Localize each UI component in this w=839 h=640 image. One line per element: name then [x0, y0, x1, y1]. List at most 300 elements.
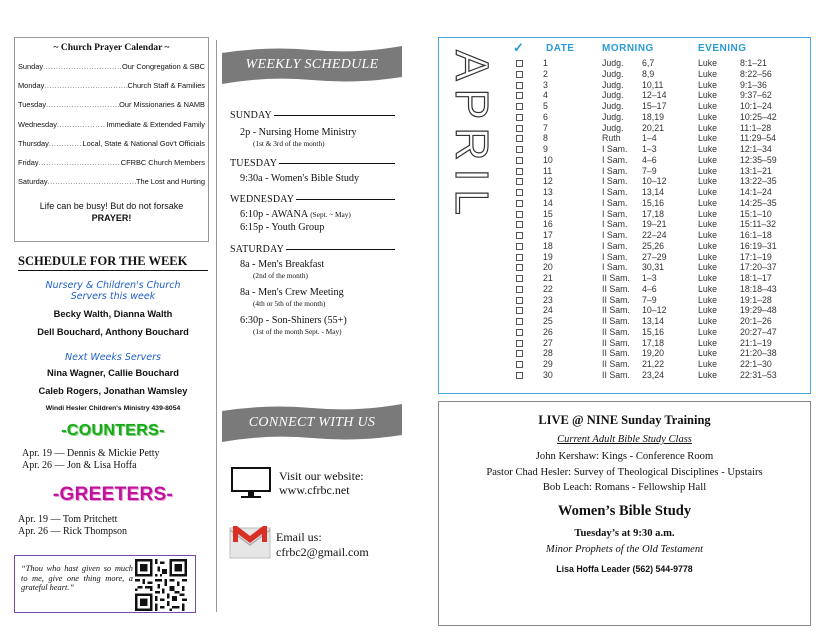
event-note: (1st & 3rd of the month) [253, 139, 325, 148]
reading-eb: Luke [698, 122, 718, 133]
reading-plan-row [439, 348, 810, 359]
nursery-label-line2: Servers this week [70, 291, 156, 302]
reading-checkbox[interactable] [516, 157, 523, 164]
reading-eb: Luke [698, 273, 718, 283]
reading-eb: Luke [698, 208, 718, 219]
reading-plan-month: APRIL [446, 50, 498, 223]
reading-ec: 20:27–47 [740, 326, 777, 337]
reading-ec: 16:19–31 [740, 240, 777, 251]
prayer-calendar-row [18, 81, 205, 100]
reading-ec: 14:25–35 [740, 197, 777, 208]
reading-ec: 15:1–10 [740, 208, 772, 219]
reading-eb: Luke [698, 101, 718, 111]
email-label: Email us: [276, 530, 322, 544]
dot-leader [48, 177, 136, 186]
reading-plan-row [439, 327, 810, 338]
day-heading-wednesday: WEDNESDAY [230, 194, 395, 205]
next-week-servers-line2: Caleb Rogers, Jonathan Wamsley [38, 386, 188, 396]
reading-date: 17 [543, 230, 553, 240]
reading-eb: Luke [698, 262, 718, 273]
reading-date: 21 [543, 273, 553, 283]
reading-date: 29 [543, 359, 553, 369]
prayer-calendar-rows [18, 62, 205, 196]
day-heading-tuesday: TUESDAY [230, 158, 395, 169]
reading-mc: 12–14 [642, 90, 667, 101]
reading-ec: 12:35–59 [740, 154, 777, 165]
reading-eb: Luke [698, 337, 718, 348]
quote-text: “Thou who hast given so much to me, give one thing more, a grateful heart.” [21, 564, 133, 592]
reading-mb: I Sam. [602, 165, 628, 176]
event-item: 9:30a - Women's Bible Study [240, 173, 360, 184]
reading-ec: 8:1–21 [740, 58, 767, 68]
prayer-focus: Our Missionaries & NAMB [119, 100, 205, 110]
prayer-calendar-title: ~ Church Prayer Calendar ~ [53, 43, 170, 53]
reading-plan-row [439, 123, 810, 134]
reading-mc: 27–29 [642, 251, 667, 262]
reading-plan-row [439, 252, 810, 263]
prayer-day: Wednesday [18, 119, 57, 129]
reading-mb: Judg. [602, 58, 624, 68]
prayer-reminder [18, 200, 205, 224]
reading-ec: 9:1–36 [740, 79, 767, 90]
reading-plan-row [439, 316, 810, 327]
monitor-icon [230, 466, 272, 500]
reading-mb: I Sam. [602, 219, 628, 230]
reading-ec: 8:22–56 [740, 68, 772, 79]
reading-mb: II Sam. [602, 273, 630, 283]
reading-ec: 17:20–37 [740, 262, 777, 273]
reading-mc: 10–12 [642, 305, 667, 316]
reading-ec: 9:37–62 [740, 90, 772, 101]
reading-mc: 1–4 [642, 133, 657, 144]
reading-mb: Judg. [602, 101, 624, 111]
reading-plan-row [439, 69, 810, 80]
reading-mc: 13,14 [642, 316, 665, 326]
reading-plan-row [439, 219, 810, 230]
reading-eb: Luke [698, 133, 718, 144]
reading-checkbox[interactable] [516, 286, 523, 293]
reading-mb: I Sam. [602, 262, 628, 273]
reading-ec: 12:1–34 [740, 144, 772, 154]
reading-ec: 20:1–26 [740, 316, 772, 326]
reading-mc: 20,21 [642, 122, 665, 133]
website-label: Visit our website: [279, 469, 364, 483]
reading-eb: Luke [698, 230, 718, 240]
reading-mb: I Sam. [602, 176, 628, 187]
reading-mb: Judg. [602, 68, 624, 79]
reading-eb: Luke [698, 79, 718, 90]
reading-mb: Judg. [602, 122, 624, 133]
next-week-label: Next Weeks Servers [65, 352, 161, 363]
reading-date: 26 [543, 326, 553, 337]
quote-box [14, 555, 196, 613]
class-item: Bob Leach: Romans - Fellowship Hall [542, 482, 707, 493]
reading-plan-row [439, 284, 810, 295]
reading-checkbox[interactable] [516, 125, 523, 132]
reading-eb: Luke [698, 144, 718, 154]
reading-eb: Luke [698, 187, 718, 197]
reading-date: 20 [543, 262, 553, 273]
reading-date: 9 [543, 144, 548, 154]
reading-ec: 21:20–38 [740, 348, 777, 359]
childrens-ministry-contact: Windi Hesler Children's Ministry 439-8054 [45, 405, 181, 412]
next-week-servers [18, 364, 208, 400]
reading-date: 22 [543, 283, 553, 294]
reading-plan-row [439, 58, 810, 69]
reading-mc: 1–3 [642, 144, 657, 154]
reading-date: 13 [543, 187, 553, 197]
event-note: (1st of the month Sept. - May) [253, 327, 342, 336]
date-header: DATE [546, 43, 575, 54]
dot-leader [44, 81, 127, 90]
connect-banner [222, 404, 402, 442]
reading-plan-row [439, 155, 810, 166]
reading-ec: 18:18–43 [740, 283, 777, 294]
reading-checkbox[interactable] [516, 135, 523, 142]
reading-eb: Luke [698, 176, 718, 187]
reading-eb: Luke [698, 294, 718, 305]
reading-plan-row [439, 262, 810, 273]
website-link[interactable]: www.cfrbc.net [279, 483, 350, 497]
reading-checkbox[interactable] [516, 254, 523, 261]
dot-leader [39, 158, 121, 167]
prayer-day: Thursday [18, 138, 49, 148]
reading-plan-row [439, 305, 810, 316]
reading-mb: II Sam. [602, 283, 630, 294]
reading-date: 30 [543, 369, 553, 380]
reading-checkbox[interactable] [516, 60, 523, 67]
column-divider [216, 40, 217, 612]
reading-checkbox[interactable] [516, 221, 523, 228]
prayer-day: Sunday [18, 62, 44, 71]
prayer-focus: Immediate & Extended Family [106, 119, 205, 129]
reading-mb: I Sam. [602, 240, 628, 251]
checkmark-icon: ✓ [513, 40, 524, 55]
reading-mc: 17,18 [642, 337, 665, 348]
reading-eb: Luke [698, 283, 718, 294]
reading-plan-box [438, 37, 811, 394]
event-note: (2nd of the month) [253, 271, 308, 280]
reading-date: 18 [543, 240, 553, 251]
live-at-nine-box [438, 401, 811, 626]
prayer-reminder-line1: Life can be busy! But do not forsake [39, 201, 184, 212]
weekly-schedule-title: WEEKLY SCHEDULE [245, 57, 379, 72]
reading-plan-row [439, 133, 810, 144]
nursery-label-line1: Nursery & Children's Church [45, 280, 181, 291]
reading-checkbox[interactable] [516, 372, 523, 379]
reading-date: 5 [543, 101, 548, 111]
dot-leader [46, 100, 119, 109]
reading-mc: 1–3 [642, 273, 657, 283]
prayer-day: Monday [18, 81, 45, 91]
counters-title: -COUNTERS- [61, 422, 165, 439]
reading-mc: 8,9 [642, 68, 655, 79]
reading-date: 14 [543, 197, 553, 208]
prayer-focus: Church Staff & Families [127, 81, 205, 91]
reading-plan-row [439, 370, 810, 381]
website-block [279, 469, 364, 497]
reading-eb: Luke [698, 90, 718, 101]
reading-eb: Luke [698, 154, 718, 165]
reading-mb: Judg. [602, 111, 624, 122]
reading-date: 24 [543, 305, 553, 316]
reading-eb: Luke [698, 326, 718, 337]
reading-date: 27 [543, 337, 553, 348]
prayer-reminder-line2: PRAYER! [91, 213, 132, 224]
reading-checkbox[interactable] [516, 361, 523, 368]
reading-mc: 19,20 [642, 348, 665, 359]
reading-checkbox[interactable] [516, 71, 523, 78]
reading-plan-row [439, 90, 810, 101]
reading-mc: 21,22 [642, 359, 665, 369]
reading-eb: Luke [698, 316, 718, 326]
reading-mb: I Sam. [602, 187, 628, 197]
servers-this-week-line2: Dell Bouchard, Anthony Bouchard [37, 327, 189, 337]
reading-mc: 15,16 [642, 326, 665, 337]
reading-ec: 21:1–19 [740, 337, 772, 348]
reading-mb: Judg. [602, 90, 624, 101]
reading-ec: 18:1–17 [740, 273, 772, 283]
reading-eb: Luke [698, 219, 718, 230]
reading-mc: 10–12 [642, 176, 667, 187]
womens-study-time: Tuesday’s at 9:30 a.m. [574, 527, 675, 539]
reading-plan-row [439, 176, 810, 187]
reading-checkbox[interactable] [516, 211, 523, 218]
reading-checkbox[interactable] [516, 275, 523, 282]
reading-mb: I Sam. [602, 251, 628, 262]
dot-leader [43, 62, 122, 71]
reading-checkbox[interactable] [516, 297, 523, 304]
reading-plan-row [439, 80, 810, 91]
reading-checkbox[interactable] [516, 114, 523, 121]
email-link[interactable]: cfrbc2@gmail.com [276, 545, 369, 559]
reading-eb: Luke [698, 165, 718, 176]
live-title: LIVE @ NINE Sunday Training [538, 413, 711, 427]
reading-mc: 13,14 [642, 187, 665, 197]
reading-mc: 6,7 [642, 58, 655, 68]
prayer-day: Tuesday [18, 100, 47, 110]
event-item: 2p - Nursing Home Ministry [240, 127, 357, 138]
womens-study-leader: Lisa Hoffa Leader (562) 544-9778 [556, 563, 693, 574]
prayer-calendar-row [18, 100, 205, 119]
reading-plan-row [439, 295, 810, 306]
reading-date: 8 [543, 133, 548, 144]
prayer-day: Saturday [18, 177, 48, 187]
reading-ec: 13:22–35 [740, 176, 777, 187]
reading-checkbox[interactable] [516, 232, 523, 239]
reading-eb: Luke [698, 111, 718, 122]
dot-leader [49, 139, 83, 148]
reading-mb: II Sam. [602, 359, 630, 369]
reading-mb: Ruth [602, 133, 621, 144]
reading-date: 15 [543, 208, 553, 219]
reading-ec: 22:1–30 [740, 359, 772, 369]
reading-mc: 19–21 [642, 219, 667, 230]
reading-plan-row [439, 230, 810, 241]
event-item: 8a - Men's Crew Meeting [240, 287, 344, 298]
schedule-week-heading: SCHEDULE FOR THE WEEK [18, 254, 208, 271]
reading-plan-row [439, 187, 810, 198]
reading-mb: Judg. [602, 79, 624, 90]
event-item: 6:10p - AWANA (Sept. ~ May) [240, 209, 351, 220]
reading-date: 3 [543, 79, 548, 90]
reading-ec: 19:29–48 [740, 305, 777, 316]
reading-checkbox[interactable] [516, 307, 523, 314]
reading-eb: Luke [698, 240, 718, 251]
reading-ec: 16:1–18 [740, 230, 772, 240]
reading-eb: Luke [698, 305, 718, 316]
reading-checkbox[interactable] [516, 318, 523, 325]
reading-plan-row [439, 338, 810, 349]
reading-eb: Luke [698, 68, 718, 79]
reading-checkbox[interactable] [516, 82, 523, 89]
reading-mc: 7–9 [642, 165, 657, 176]
qr-code-icon [133, 559, 189, 611]
reading-mb: II Sam. [602, 305, 630, 316]
reading-eb: Luke [698, 197, 718, 208]
reading-mb: II Sam. [602, 294, 630, 305]
reading-ec: 11:29–54 [740, 133, 777, 144]
event-item: 8a - Men's Breakfast [240, 259, 325, 270]
reading-checkbox[interactable] [516, 329, 523, 336]
reading-plan-row [439, 198, 810, 209]
reading-date: 6 [543, 111, 548, 122]
reading-date: 1 [543, 58, 548, 68]
reading-date: 25 [543, 316, 553, 326]
reading-plan-row [439, 273, 810, 284]
live-subtitle: Current Adult Bible Study Class [557, 434, 692, 445]
servers-this-week-line1: Becky Walth, Dianna Walth [53, 309, 173, 319]
reading-mb: II Sam. [602, 337, 630, 348]
reading-plan-row [439, 144, 810, 155]
reading-eb: Luke [698, 251, 718, 262]
reading-mc: 25,26 [642, 240, 665, 251]
dot-leader [57, 120, 107, 129]
reading-ec: 15:11–32 [740, 219, 777, 230]
reading-checkbox[interactable] [516, 168, 523, 175]
greeters-entry: Apr. 26 — Rick Thompson [18, 526, 127, 537]
reading-plan-row [439, 359, 810, 370]
connect-title: CONNECT WITH US [248, 415, 376, 430]
reading-ec: 13:1–21 [740, 165, 772, 176]
prayer-day: Friday [18, 157, 39, 167]
prayer-calendar-row [18, 177, 205, 196]
event-note: (4th or 5th of the month) [253, 299, 326, 308]
reading-mc: 7–9 [642, 294, 657, 305]
reading-mc: 30,31 [642, 262, 665, 273]
reading-mc: 10,11 [642, 79, 664, 90]
reading-mc: 4–6 [642, 154, 657, 165]
counters-list [22, 448, 212, 472]
reading-date: 28 [543, 348, 553, 359]
prayer-focus: The Lost and Hurting [135, 177, 205, 187]
reading-mb: I Sam. [602, 230, 628, 240]
counters-entry: Apr. 19 — Dennis & Mickie Petty [22, 448, 160, 459]
reading-mc: 23,24 [642, 369, 665, 380]
prayer-calendar-box [14, 37, 209, 242]
reading-mb: I Sam. [602, 144, 628, 154]
reading-mb: II Sam. [602, 369, 630, 380]
reading-checkbox[interactable] [516, 92, 523, 99]
day-heading-saturday: SATURDAY [230, 244, 395, 255]
reading-mc: 4–6 [642, 283, 657, 294]
reading-date: 23 [543, 294, 553, 305]
greeters-title: -GREETERS- [52, 484, 174, 505]
reading-checkbox[interactable] [516, 243, 523, 250]
prayer-focus: Our Congregation & SBC [122, 62, 205, 71]
reading-checkbox[interactable] [516, 340, 523, 347]
counters-entry: Apr. 26 — Jon & Lisa Hoffa [22, 460, 137, 471]
reading-plan-row [439, 209, 810, 220]
reading-ec: 14:1–24 [740, 187, 772, 197]
reading-eb: Luke [698, 348, 718, 359]
event-item: 6:30p - Son-Shiners (55+) [240, 315, 347, 326]
reading-checkbox[interactable] [516, 189, 523, 196]
reading-mb: I Sam. [602, 197, 628, 208]
reading-plan-row [439, 166, 810, 177]
womens-study-title: Women’s Bible Study [557, 502, 692, 519]
reading-checkbox[interactable] [516, 103, 523, 110]
reading-checkbox[interactable] [516, 264, 523, 271]
gmail-envelope-icon [229, 522, 271, 560]
reading-date: 7 [543, 122, 548, 133]
event-item: 6:15p - Youth Group [240, 222, 325, 233]
email-block [276, 530, 369, 560]
reading-plan-row [439, 112, 810, 123]
reading-mb: I Sam. [602, 154, 628, 165]
prayer-calendar-row [18, 139, 205, 158]
reading-mb: II Sam. [602, 326, 630, 337]
evening-header: EVENING [698, 43, 747, 54]
reading-ec: 22:31–53 [740, 369, 777, 380]
reading-mc: 22–24 [642, 230, 667, 240]
weekly-schedule-list [230, 110, 395, 336]
womens-study-topic: Minor Prophets of the Old Testament [545, 543, 704, 555]
reading-date: 16 [543, 219, 553, 230]
morning-header: MORNING [602, 43, 654, 54]
day-heading-sunday: SUNDAY [230, 110, 395, 121]
class-list [439, 449, 810, 496]
class-item: John Kershaw: Kings - Conference Room [535, 451, 714, 462]
next-week-servers-line1: Nina Wagner, Callie Bouchard [47, 368, 179, 378]
reading-mc: 15,16 [642, 197, 665, 208]
reading-eb: Luke [698, 359, 718, 369]
nursery-label [18, 280, 208, 302]
reading-mb: II Sam. [602, 348, 630, 359]
reading-checkbox[interactable] [516, 350, 523, 357]
reading-date: 10 [543, 154, 553, 165]
reading-checkbox[interactable] [516, 178, 523, 185]
reading-mc: 15–17 [642, 101, 667, 111]
prayer-calendar-row [18, 62, 205, 81]
reading-date: 12 [543, 176, 553, 187]
reading-checkbox[interactable] [516, 146, 523, 153]
reading-ec: 10:1–24 [740, 101, 772, 111]
reading-eb: Luke [698, 58, 718, 68]
class-item: Pastor Chad Hesler: Survey of Theological Disciplines - Upstairs [486, 466, 763, 478]
reading-mc: 17,18 [642, 208, 665, 219]
servers-this-week [18, 305, 208, 341]
prayer-focus: Local, State & National Gov't Officials [82, 138, 205, 148]
reading-plan-row [439, 101, 810, 112]
reading-date: 19 [543, 251, 553, 262]
prayer-calendar-row [18, 120, 205, 139]
reading-date: 4 [543, 90, 548, 101]
weekly-schedule-banner [222, 46, 402, 84]
prayer-calendar-row [18, 158, 205, 177]
reading-checkbox[interactable] [516, 200, 523, 207]
reading-ec: 11:1–28 [740, 122, 772, 133]
